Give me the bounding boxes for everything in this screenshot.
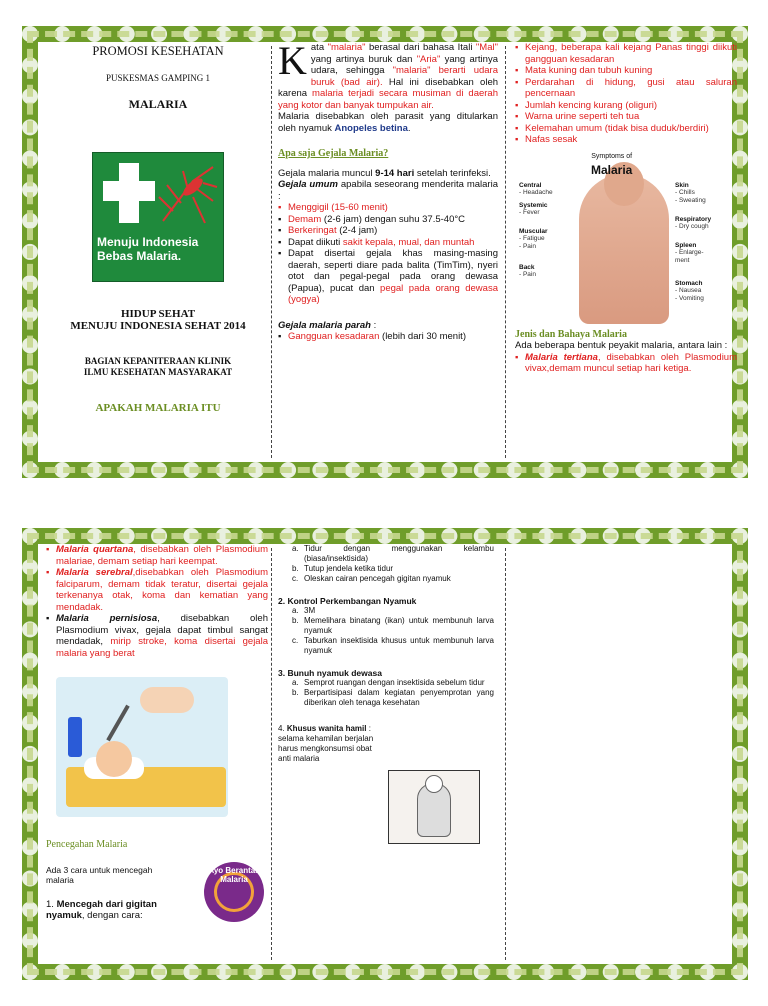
- column-divider: [271, 46, 272, 458]
- anatomy-title: Symptoms of Malaria: [591, 152, 633, 177]
- thermometer-icon: [106, 705, 129, 742]
- list-item: ▪ Berkeringat (2-4 jam): [278, 225, 498, 237]
- symptoms-anatomy-illustration: [519, 152, 729, 321]
- list-item: ▪ Malaria serebral,disebabkan oleh Plasmodium falciparum, demam tidak teratur, disertai gejala terkenanya otak, koma dan kematian yang mendadak.: [46, 567, 268, 613]
- list-item: ▪ Kejang, beberapa kali kejang Panas tinggi diikuti gangguan kesadaran: [515, 42, 737, 65]
- mosquito-icon: [153, 161, 219, 231]
- berantas-malaria-badge: Ayo Berantas Malaria: [204, 862, 264, 922]
- list-item: ▪ Malaria quartana, disebabkan oleh Plasmodium malariae, demam setiap hari keempat.: [46, 544, 268, 567]
- step3-sublist: [278, 678, 494, 708]
- list-item: ▪ Dapat diikuti sakit kepala, mual, dan muntah: [278, 237, 498, 249]
- promo-title: PROMOSI KESEHATAN: [92, 44, 224, 58]
- list-item: ▪ Warna urine seperti teh tua: [515, 111, 737, 123]
- malaria-logo: [92, 152, 224, 282]
- column-divider: [271, 548, 272, 960]
- pregnant-woman-illustration: [388, 770, 480, 844]
- severe-symptoms-list: [278, 331, 498, 343]
- page-outer-content: [38, 42, 737, 462]
- list-item: a. Semprot ruangan dengan insektisida sebelum tidur: [292, 678, 485, 687]
- prevention-step-4: 4. Khusus wanita hamil : selama kehamilan berjalan harus mengkonsumsi obat anti malaria: [278, 724, 374, 763]
- list-item: ▪ Malaria tertiana, disebabkan oleh Plasmodium vivax,demam muncul setiap hari ketiga.: [515, 352, 737, 375]
- onset-paragraph: Gejala malaria muncul 9-14 hari setelah terinfeksi.: [278, 167, 491, 179]
- prevention-steps-column: [278, 544, 494, 964]
- prevention-intro: Ada 3 cara untuk mencegah malaria: [46, 864, 153, 885]
- list-item: ▪ Mata kuning dan tubuh kuning: [515, 65, 737, 77]
- intro-paragraph: Kata "malaria" berasal dari bahasa Itali "Mal" yang artinya buruk dan "Aria" yang artinya udara, sehingga "malaria" berarti udara buruk (bad air). Hal ini disebabkan oleh karena malaria terjadi secara musiman di daerah yang kotor dan banyak tumpukan air.: [278, 42, 498, 111]
- step1-sublist: [278, 544, 494, 584]
- list-item: ▪ Dapat disertai gejala khas masing-masing daerah, seperti diare pada balita (TimTim), nyeri otot dan pegal-pegal pada orang dewasa (Papua), pucat dan pegal pada orang dewasa (yogya): [278, 248, 498, 306]
- list-item: ▪ Kelemahan umum (tidak bisa duduk/berdiri): [515, 123, 737, 135]
- label-muscular: Muscular - Fatigue - Pain: [519, 227, 548, 250]
- list-item: ▪ Demam (2-6 jam) dengan suhu 37.5-40°C: [278, 214, 498, 226]
- label-systemic: Systemic - Fever: [519, 201, 548, 216]
- sick-child-illustration: [56, 677, 228, 817]
- symptoms-heading: Apa saja Gejala Malaria?: [278, 148, 389, 159]
- list-item: c. Taburkan insektisida khusus untuk membunuh larva nyamuk: [292, 636, 494, 655]
- list-item: ▪ Malaria pernisiosa, disebabkan oleh Plasmodium vivax, gejala dapat timbul sangat mendadak, mirip stroke, koma disertai gejala malaria yang berat: [46, 613, 268, 659]
- department: BAGIAN KEPANITERAAN KLINIK ILMU KESEHATAN MASYARAKAT: [83, 356, 233, 377]
- column-divider: [505, 548, 506, 960]
- drop-cap: K: [278, 42, 307, 83]
- label-stomach: Stomach - Nausea - Vomiting: [675, 279, 704, 302]
- label-central: Central - Headache: [519, 181, 553, 196]
- thermos-icon: [68, 717, 82, 757]
- prevention-step-1: 1. Mencegah dari gigitan nyamuk, dengan cara:: [46, 898, 157, 921]
- list-item: a. 3M: [292, 606, 316, 615]
- column-divider: [505, 46, 506, 458]
- logo-text: Menuju Indonesia Bebas Malaria.: [97, 235, 199, 263]
- cause-paragraph: Malaria disebabkan oleh parasit yang ditularkan oleh nyamuk Anopeles betina.: [278, 111, 498, 134]
- prevention-step-2: 2. Kontrol Perkembangan Nyamuk: [278, 596, 417, 606]
- list-item: c. Oleskan cairan pencegah gigitan nyamuk: [292, 574, 451, 583]
- brochure-title: MALARIA: [128, 97, 188, 111]
- slogan: HIDUP SEHAT MENUJU INDONESIA SEHAT 2014: [70, 308, 246, 332]
- list-item: ▪ Jumlah kencing kurang (oliguri): [515, 100, 737, 112]
- cover-column: [46, 42, 270, 462]
- puskesmas-name: PUSKESMAS GAMPING 1: [105, 73, 211, 83]
- step2-sublist: [278, 606, 494, 656]
- label-back: Back - Pain: [519, 263, 536, 278]
- list-item: ▪ Menggigil (15-60 menit): [278, 202, 498, 214]
- list-item: b. Berpartisipasi dalam kegiatan penyemprotan yang diberikan oleh tenaga kesehatan: [292, 688, 494, 707]
- brochure-page-outer: [22, 26, 748, 478]
- label-respiratory: Respiratory - Dry cough: [675, 215, 712, 230]
- label-spleen: Spleen - Enlarge- ment: [675, 241, 704, 264]
- list-item: a. Tidur dengan menggunakan kelambu (biasa/insektisida): [292, 544, 494, 563]
- hand-figure: [140, 687, 194, 713]
- list-item: ▪ Nafas sesak: [515, 134, 737, 146]
- list-item: ▪ Gangguan kesadaran (lebih dari 30 menit): [278, 331, 498, 343]
- types-list: [515, 352, 737, 375]
- label-skin: Skin - Chills - Sweating: [675, 181, 706, 204]
- brochure-page-inner: [22, 528, 748, 980]
- prevention-step-3: 3. Bunuh nyamuk dewasa: [278, 668, 382, 678]
- list-item: ▪ Perdarahan di hidung, gusi atau saluran pencernaan: [515, 77, 737, 100]
- child-figure: [96, 741, 132, 777]
- types-prevention-column: [46, 544, 268, 964]
- intro-column: [278, 42, 498, 462]
- types-intro: Ada beberapa bentuk peyakit malaria, antara lain :: [515, 340, 728, 351]
- severe-symptoms-list-cont: [515, 42, 737, 146]
- severe-symptoms-intro: Gejala malaria parah :: [278, 319, 377, 331]
- list-item: b. Tutup jendela ketika tidur: [292, 564, 394, 573]
- general-symptoms-list: [278, 202, 498, 306]
- general-symptoms-intro: Gejala umum apabila seseorang menderita malaria :: [278, 179, 498, 202]
- types-list-cont: [46, 544, 268, 659]
- section-question: APAKAH MALARIA ITU: [95, 402, 221, 414]
- list-item: b. Memelihara binatang (ikan) untuk membunuh larva nyamuk: [292, 616, 494, 635]
- prevention-heading: Pencegahan Malaria: [46, 839, 128, 850]
- severe-and-types-column: [515, 42, 737, 462]
- types-heading: Jenis dan Bahaya Malaria: [515, 328, 627, 340]
- page-inner-content: [38, 544, 732, 964]
